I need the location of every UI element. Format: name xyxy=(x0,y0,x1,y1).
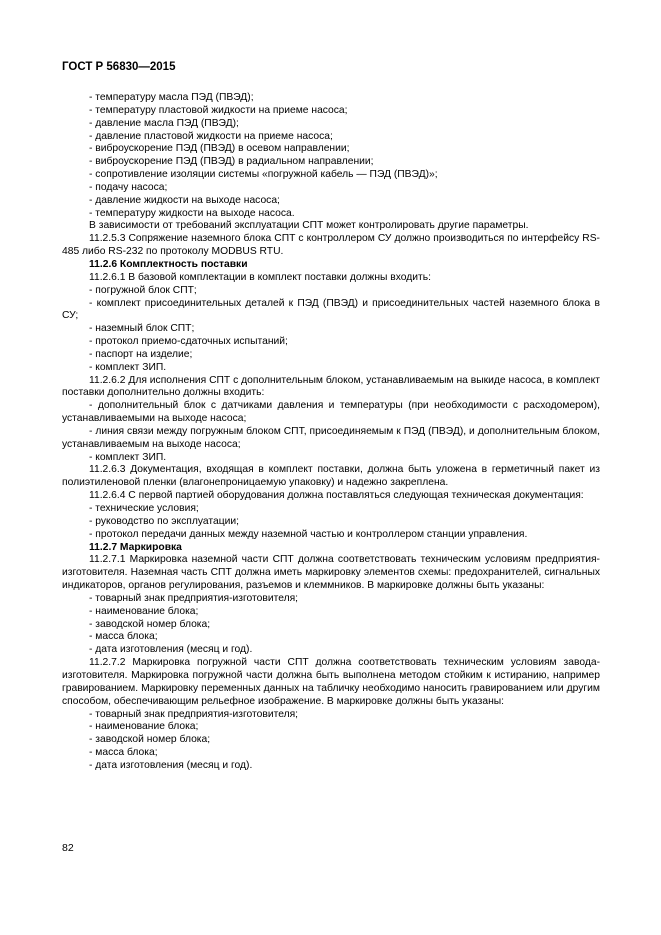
paragraph: 11.2.7.2 Маркировка погружной части СПТ должна соответствовать техническим условиям завода-изготовителя. Маркировка погружной части должна быть выполнена методом стойким к истиранию, например гравированием. Маркировку переменных данных на табличку необходимо наносить гравированием или другим способом, обеспечивающим рельефное изображение. В маркировке должны быть указаны: xyxy=(62,657,600,707)
paragraph: 11.2.7.1 Маркировка наземной части СПТ должна соответствовать техническим условиям предприятия-изготовителя. Наземная часть СПТ должна иметь маркировку элементов схемы: предохранителей, сигнальных индикаторов, органов регулирования, разъемов и клеммников. В маркировке должны быть указаны: xyxy=(62,554,600,592)
list-item: - протокол приемо-сдаточных испытаний; xyxy=(89,336,288,348)
section-heading: 11.2.7 Маркировка xyxy=(89,541,182,553)
paragraph: 11.2.6.3 Документация, входящая в комплект поставки, должна быть уложена в герметичный пакет из полиэтиленовой пленки (влагонепроницаемую упаковку) и надежно закреплена. xyxy=(62,464,600,489)
list-item: - комплект ЗИП. xyxy=(89,361,167,373)
list-item: - дата изготовления (месяц и год). xyxy=(89,759,253,771)
list-item: - комплект ЗИП. xyxy=(89,451,167,463)
list-item: - сопротивление изоляции системы «погружной кабель — ПЭД (ПВЭД)»; xyxy=(89,169,438,181)
list-item: - наземный блок СПТ; xyxy=(89,323,195,335)
list-item: - заводской номер блока; xyxy=(89,618,211,630)
list-item: - дата изготовления (месяц и год). xyxy=(89,644,253,656)
list-item: - паспорт на изделие; xyxy=(89,348,193,360)
list-item: - комплект присоединительных деталей к ПЭД (ПВЭД) и присоединительных частей наземного блока в СУ; xyxy=(62,297,600,322)
list-item: - дополнительный блок с датчиками давления и температуры (при необходимости с расходомером), устанавливаемыми на выходе насоса; xyxy=(62,400,600,425)
list-item: - давление масла ПЭД (ПВЭД); xyxy=(89,117,239,129)
list-item: - линия связи между погружным блоком СПТ, присоединяемым к ПЭД (ПВЭД), и дополнительным блоком, устанавливаемым на выходе насоса; xyxy=(62,425,600,450)
list-item: - давление пластовой жидкости на приеме насоса; xyxy=(89,130,333,142)
paragraph: В зависимости от требований эксплуатации СПТ может контролировать другие параметры. xyxy=(89,220,529,232)
list-item: - заводской номер блока; xyxy=(89,734,211,746)
document-header: ГОСТ Р 56830—2015 xyxy=(62,61,176,73)
document-body xyxy=(62,92,600,773)
list-item: - давление жидкости на выходе насоса; xyxy=(89,194,280,206)
list-item: - температуру пластовой жидкости на приеме насоса; xyxy=(89,104,348,116)
page-number: 82 xyxy=(62,842,74,854)
list-item: - подачу насоса; xyxy=(89,181,168,193)
list-item: - температуру жидкости на выходе насоса. xyxy=(89,207,295,219)
list-item: - виброускорение ПЭД (ПВЭД) в радиальном направлении; xyxy=(89,156,374,168)
list-item: - наименование блока; xyxy=(89,721,199,733)
list-item: - протокол передачи данных между наземной частью и контроллером станции управления. xyxy=(89,528,528,540)
list-item: - руководство по эксплуатации; xyxy=(89,515,239,527)
list-item: - товарный знак предприятия-изготовителя; xyxy=(89,592,299,604)
paragraph: 11.2.5.3 Сопряжение наземного блока СПТ с контроллером СУ должно производиться по интерфейсу RS-485 либо RS-232 по протоколу MODBUS RTU. xyxy=(62,233,600,258)
list-item: - масса блока; xyxy=(89,747,158,759)
list-item: - виброускорение ПЭД (ПВЭД) в осевом направлении; xyxy=(89,143,350,155)
paragraph: 11.2.6.4 С первой партией оборудования должна поставляться следующая техническая документация: xyxy=(89,490,584,502)
list-item: - товарный знак предприятия-изготовителя; xyxy=(89,708,299,720)
list-item: - наименование блока; xyxy=(89,605,199,617)
section-heading: 11.2.6 Комплектность поставки xyxy=(89,258,248,270)
paragraph: 11.2.6.2 Для исполнения СПТ с дополнительным блоком, устанавливаемым на выкиде насоса, в комплект поставки дополнительно должны входить: xyxy=(62,374,600,399)
list-item: - технические условия; xyxy=(89,503,199,514)
list-item: - масса блока; xyxy=(89,631,158,643)
list-item: - температуру масла ПЭД (ПВЭД); xyxy=(89,92,254,103)
list-item: - погружной блок СПТ; xyxy=(89,284,197,296)
paragraph: 11.2.6.1 В базовой комплектации в комплект поставки должны входить: xyxy=(89,271,431,283)
